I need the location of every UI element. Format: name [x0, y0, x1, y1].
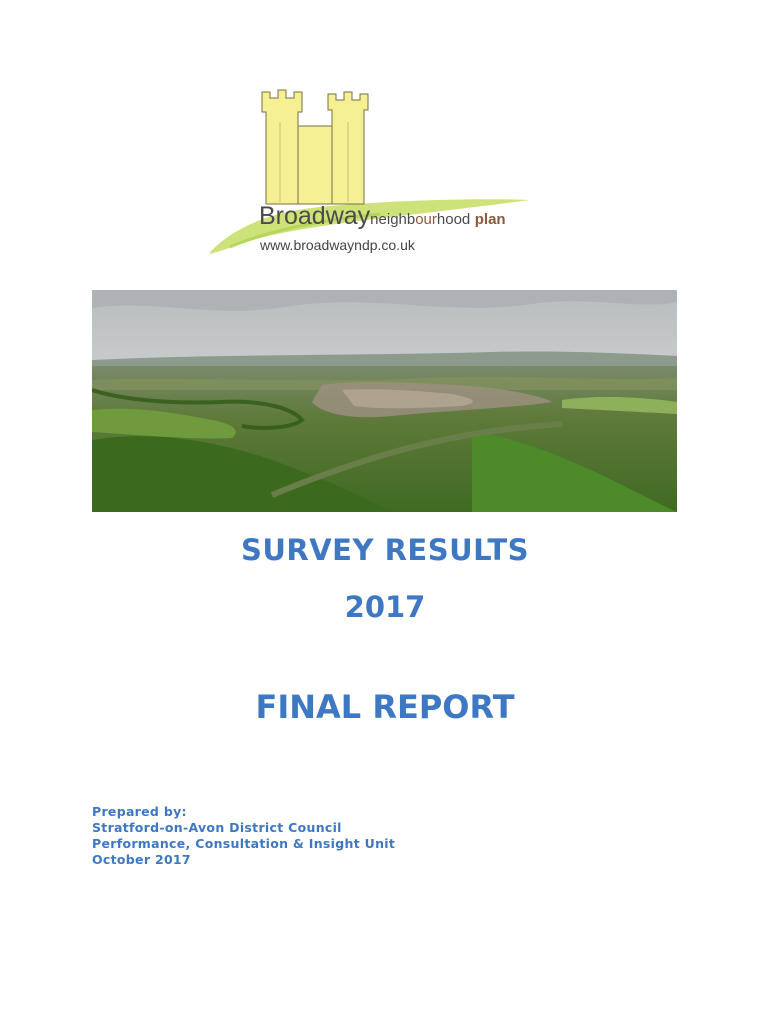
aerial-landscape-photo [92, 290, 677, 512]
prepared-org: Stratford-on-Avon District Council [92, 820, 342, 835]
report-subtitle: FINAL REPORT [255, 688, 515, 726]
logo-wordmark [259, 204, 506, 229]
brand-sub-neighbour: neighb [370, 211, 416, 228]
logo-url: www.broadwayndp.co.uk [260, 237, 415, 253]
report-title: SURVEY RESULTS [240, 533, 530, 567]
broadway-logo [200, 82, 540, 272]
landscape-photo-icon [92, 290, 677, 512]
brand-sub-hood: hood [436, 211, 471, 228]
prepared-date: October 2017 [92, 852, 191, 867]
brand-name: Broadway [259, 202, 371, 230]
brand-plan: plan [474, 211, 506, 228]
brand-sub-our: our [415, 211, 437, 228]
prepared-by-block [92, 804, 395, 868]
report-year: 2017 [344, 590, 426, 624]
prepared-unit: Performance, Consultation & Insight Unit [92, 836, 396, 851]
prepared-label: Prepared by: [92, 804, 187, 819]
